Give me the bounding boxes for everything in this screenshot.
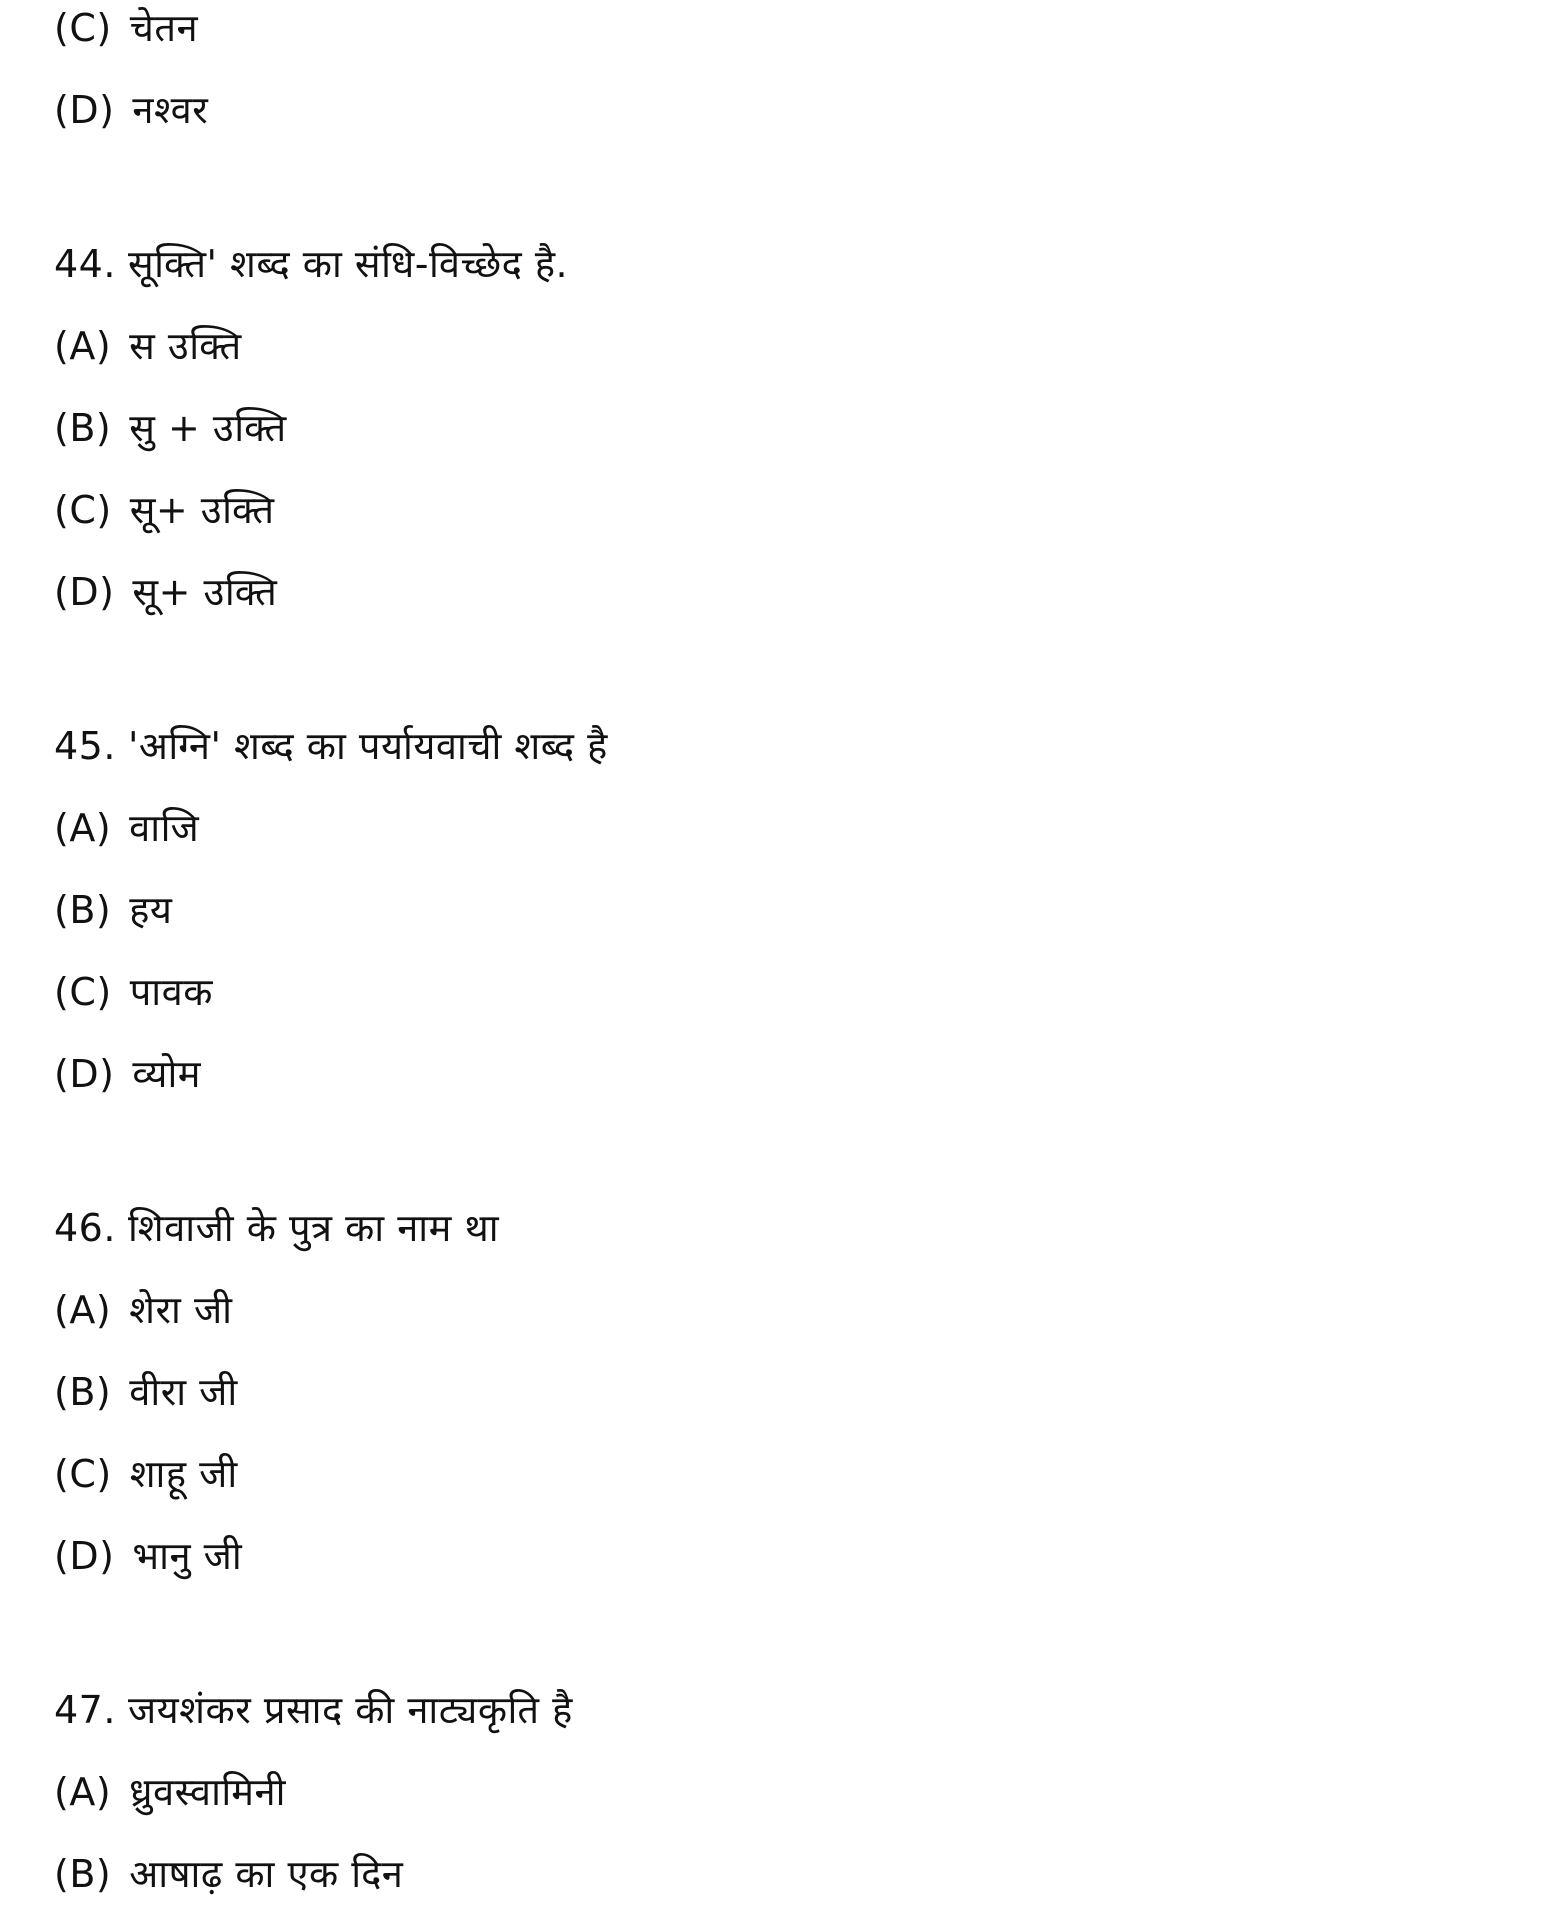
option-line <box>54 1450 238 1498</box>
option-line <box>54 1768 286 1816</box>
question-text: सूक्ति' शब्द का संधि-विच्छेद है. <box>127 242 569 286</box>
option-text: सू+ उक्ति <box>132 570 278 614</box>
option-text: आषाढ़ का एक दिन <box>129 1852 404 1896</box>
option-line <box>54 322 242 370</box>
question-text: शिवाजी के पुत्र का नाम था <box>127 1206 500 1250</box>
option-key: (A) <box>54 806 112 850</box>
question-text: 'अग्नि' शब्द का पर्यायवाची शब्द है <box>127 724 608 768</box>
question-number: 44. <box>54 242 116 286</box>
option-text: नश्वर <box>132 88 209 132</box>
option-key: (A) <box>54 1288 112 1332</box>
option-text: ध्रुवस्वामिनी <box>129 1770 286 1814</box>
question-line <box>54 722 608 770</box>
option-line <box>54 1532 242 1580</box>
option-key: (D) <box>54 1534 115 1578</box>
option-line <box>54 568 277 616</box>
option-line <box>54 1368 238 1416</box>
option-key: (B) <box>54 406 112 450</box>
question-text: जयशंकर प्रसाद की नाट्यकृति है <box>127 1688 573 1732</box>
option-key: (C) <box>54 1452 112 1496</box>
option-text: स उक्ति <box>129 324 242 368</box>
option-key: (D) <box>54 88 115 132</box>
question-number: 45. <box>54 724 116 768</box>
option-text: पावक <box>129 970 213 1014</box>
option-line <box>54 486 275 534</box>
option-line <box>54 4 198 52</box>
option-key: (A) <box>54 1770 112 1814</box>
option-text: सु + उक्ति <box>129 406 287 450</box>
option-line <box>54 1050 201 1098</box>
option-key: (B) <box>54 1852 112 1896</box>
option-text: हय <box>129 888 173 932</box>
option-key: (D) <box>54 570 115 614</box>
option-text: शेरा जी <box>129 1288 233 1332</box>
option-line <box>54 1850 403 1898</box>
option-key: (C) <box>54 970 112 1014</box>
option-text: वाजि <box>129 806 200 850</box>
option-line <box>54 404 287 452</box>
option-line <box>54 1286 233 1334</box>
option-text: वीरा जी <box>129 1370 238 1414</box>
option-key: (A) <box>54 324 112 368</box>
option-text: शाहू जी <box>129 1452 238 1496</box>
option-line <box>54 804 199 852</box>
option-key: (B) <box>54 888 112 932</box>
option-line <box>54 86 208 134</box>
option-key: (C) <box>54 6 112 50</box>
option-text: चेतन <box>129 6 199 50</box>
option-text: सू+ उक्ति <box>129 488 275 532</box>
question-line <box>54 1686 573 1734</box>
question-line <box>54 1204 499 1252</box>
option-line <box>54 968 213 1016</box>
option-text: व्योम <box>132 1052 202 1096</box>
option-text: भानु जी <box>132 1534 243 1578</box>
question-number: 47. <box>54 1688 116 1732</box>
option-line <box>54 886 172 934</box>
option-key: (D) <box>54 1052 115 1096</box>
option-key: (C) <box>54 488 112 532</box>
question-number: 46. <box>54 1206 116 1250</box>
option-key: (B) <box>54 1370 112 1414</box>
question-line <box>54 240 568 288</box>
